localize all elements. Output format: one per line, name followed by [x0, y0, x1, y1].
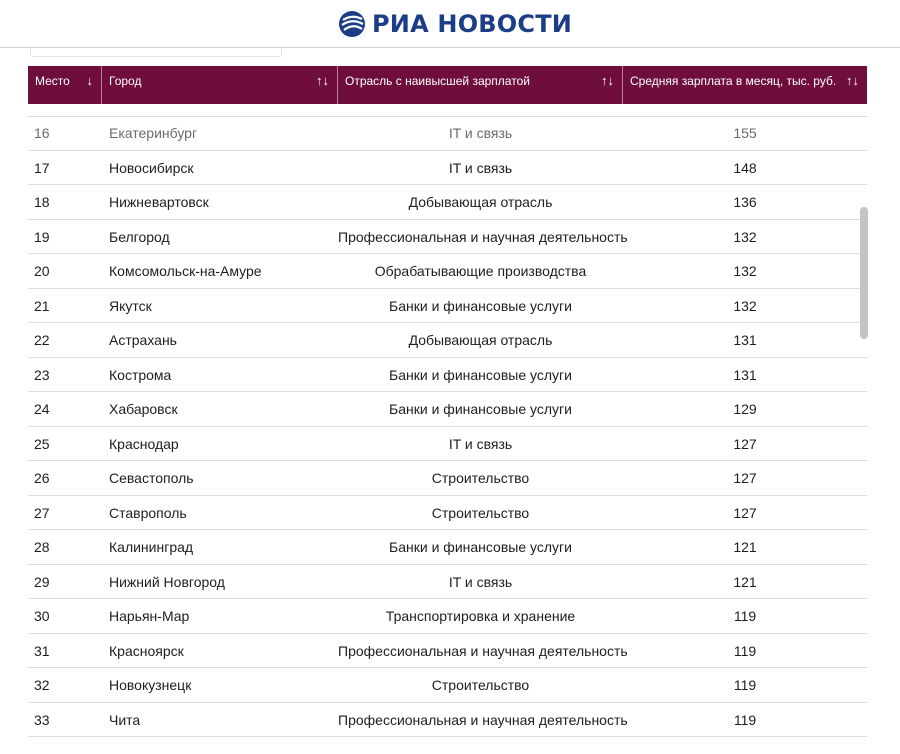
rank-cell: 33	[34, 711, 50, 728]
table-row	[28, 289, 867, 324]
table-row	[28, 185, 867, 220]
salary-cell: 132	[733, 263, 757, 279]
salary-cell: 155	[733, 125, 757, 141]
column-label: Город	[109, 74, 142, 88]
city-cell: Красноярск	[109, 642, 184, 659]
city-cell: Белгород	[109, 228, 170, 245]
rank-cell: 17	[34, 159, 50, 176]
salary-cell: 132	[733, 228, 757, 245]
industry-cell: Строительство	[431, 504, 530, 521]
table-row	[28, 461, 867, 496]
table-row	[28, 427, 867, 462]
city-cell: Кострома	[109, 366, 172, 383]
city-cell: Нарьян-Мар	[109, 608, 190, 624]
industry-cell: Банки и финансовые услуги	[389, 539, 572, 555]
rank-cell: 20	[34, 263, 50, 279]
table-row	[28, 565, 867, 600]
column-label: Средняя зарплата в месяц, тыс. руб.	[630, 74, 837, 88]
brand-name: РИА НОВОСТИ	[372, 10, 573, 38]
salary-cell: 127	[733, 470, 757, 486]
city-cell: Калининград	[109, 539, 194, 555]
salary-cell: 127	[733, 435, 757, 452]
salary-cell: 131	[733, 366, 757, 383]
table-row	[28, 530, 867, 565]
salary-cell: 121	[733, 539, 757, 555]
sort-toggle-icon[interactable]: ↑↓	[316, 73, 329, 88]
salary-table	[28, 66, 867, 754]
column-header-city[interactable]	[102, 66, 338, 104]
rank-cell: 19	[34, 228, 50, 245]
rank-cell: 27	[34, 504, 50, 521]
column-header-rank[interactable]	[28, 66, 102, 104]
rank-cell: 29	[34, 573, 50, 590]
table-row	[28, 703, 867, 738]
table-row	[28, 634, 867, 669]
city-cell: Ставрополь	[109, 504, 187, 521]
rank-cell: 32	[34, 677, 50, 693]
table-row	[28, 392, 867, 427]
salary-cell: 136	[733, 194, 757, 210]
column-header-industry[interactable]	[338, 66, 623, 104]
industry-cell: Транспортировка и хранение	[385, 608, 576, 624]
ria-globe-icon	[338, 10, 366, 38]
salary-cell: 119	[733, 677, 757, 693]
rank-cell: 21	[34, 297, 50, 314]
table-row	[28, 220, 867, 255]
industry-cell: Добывающая отрасль	[408, 194, 553, 210]
top-bar	[0, 0, 900, 48]
salary-cell: 131	[733, 332, 757, 348]
city-cell: Чита	[109, 711, 141, 728]
industry-cell: IT и связь	[448, 435, 513, 452]
industry-cell: Добывающая отрасль	[408, 332, 553, 348]
city-cell: Екатеринбург	[109, 125, 198, 141]
city-cell: Новокузнецк	[109, 677, 192, 693]
table-row	[28, 599, 867, 634]
industry-cell: Банки и финансовые услуги	[389, 401, 572, 417]
salary-cell: 119	[733, 642, 757, 659]
industry-cell: Профессиональная и научная деятельность	[338, 228, 628, 245]
sort-down-icon[interactable]: ↓	[86, 73, 93, 88]
industry-cell: Банки и финансовые услуги	[389, 297, 572, 314]
city-cell: Краснодар	[109, 435, 179, 452]
ria-novosti-logo[interactable]	[338, 10, 572, 38]
rank-cell: 30	[34, 608, 50, 624]
sort-toggle-icon[interactable]: ↑↓	[601, 73, 614, 88]
search-box[interactable]	[30, 48, 282, 57]
table-row	[28, 496, 867, 531]
industry-cell: Строительство	[431, 470, 530, 486]
column-header-salary[interactable]	[623, 66, 867, 104]
rank-cell: 23	[34, 366, 50, 383]
rank-cell: 24	[34, 401, 50, 417]
industry-cell: Банки и финансовые услуги	[389, 366, 572, 383]
rank-cell: 28	[34, 539, 50, 555]
salary-cell: 148	[733, 159, 757, 176]
city-cell: Хабаровск	[109, 401, 178, 417]
industry-cell: Строительство	[431, 677, 530, 693]
city-cell: Севастополь	[109, 470, 194, 486]
industry-cell: IT и связь	[448, 125, 513, 141]
city-cell: Якутск	[109, 297, 152, 314]
city-cell: Комсомольск-на-Амуре	[109, 263, 262, 279]
table-row	[28, 668, 867, 703]
column-label: Место	[35, 74, 70, 88]
table-row	[28, 358, 867, 393]
table-row	[28, 151, 867, 186]
sort-toggle-icon[interactable]: ↑↓	[846, 73, 859, 88]
column-label: Отрасль с наивысшей зарплатой	[345, 74, 530, 88]
rank-cell: 18	[34, 194, 50, 210]
rank-cell: 31	[34, 642, 50, 659]
table-row	[28, 116, 867, 151]
salary-cell: 119	[733, 711, 757, 728]
rank-cell: 26	[34, 470, 50, 486]
salary-cell: 121	[733, 573, 757, 590]
salary-cell: 127	[733, 504, 757, 521]
city-cell: Нижневартовск	[109, 194, 209, 210]
salary-cell: 119	[733, 608, 757, 624]
city-cell: Новосибирск	[109, 159, 194, 176]
rank-cell: 16	[34, 125, 50, 141]
table-row	[28, 323, 867, 358]
rank-cell: 25	[34, 435, 50, 452]
salary-cell: 132	[733, 297, 757, 314]
industry-cell: Профессиональная и научная деятельность	[338, 711, 628, 728]
rank-cell: 22	[34, 332, 50, 348]
industry-cell: IT и связь	[448, 573, 513, 590]
industry-cell: IT и связь	[448, 159, 513, 176]
table-row	[28, 254, 867, 289]
salary-cell: 129	[733, 401, 757, 417]
table-header	[28, 66, 867, 104]
city-cell: Астрахань	[109, 332, 177, 348]
industry-cell: Профессиональная и научная деятельность	[338, 642, 628, 659]
scrollbar-thumb[interactable]	[860, 207, 868, 339]
industry-cell: Обрабатывающие производства	[374, 263, 587, 279]
city-cell: Нижний Новгород	[109, 573, 225, 590]
